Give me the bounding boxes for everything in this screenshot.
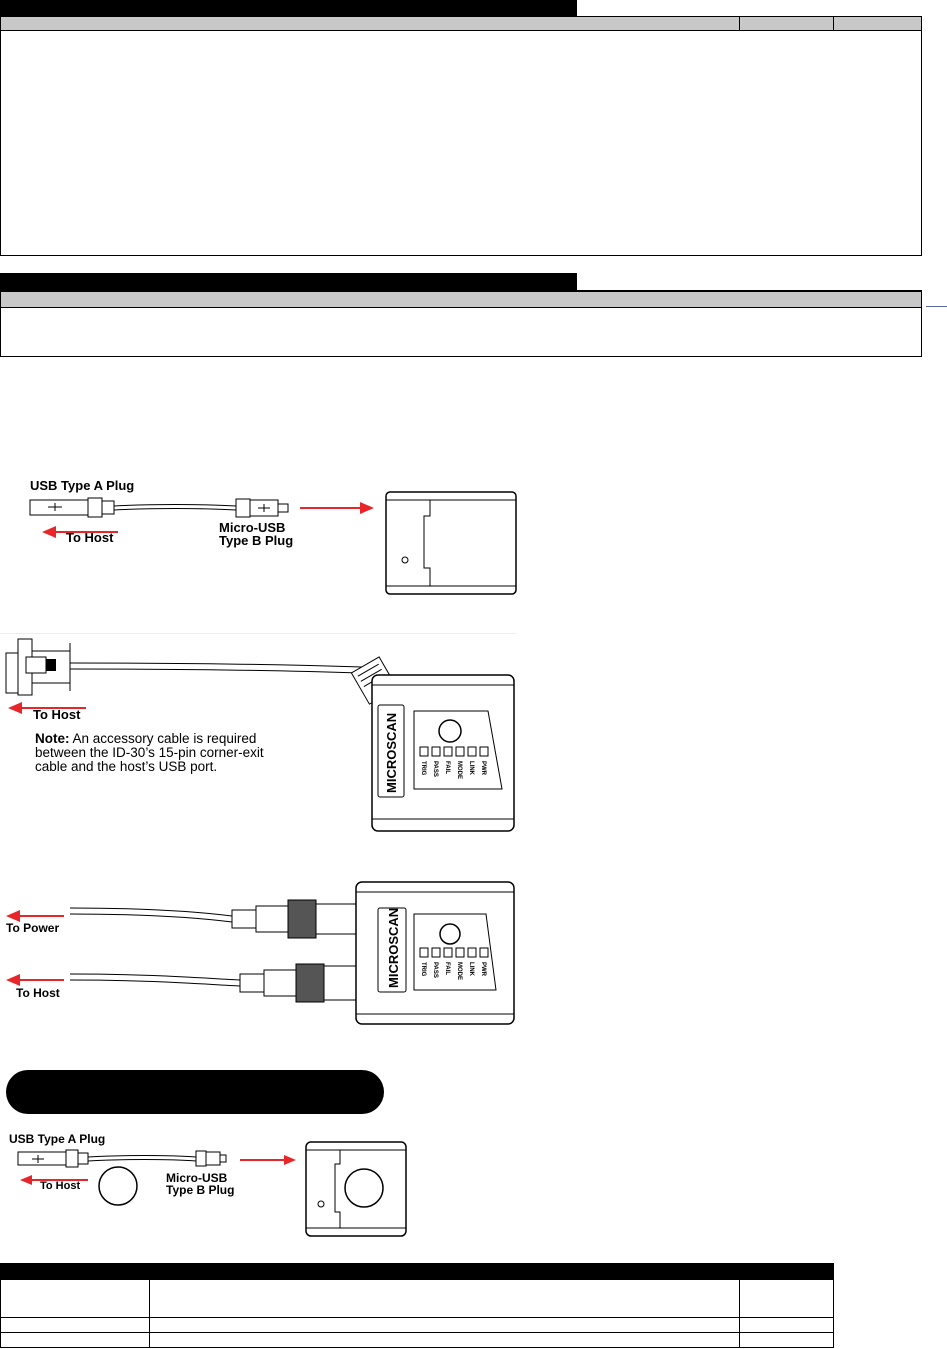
to-host-label: To Host xyxy=(40,1180,81,1192)
brand-logo: MICROSCAN xyxy=(384,712,399,793)
section-header-bar-2 xyxy=(0,273,577,290)
to-power-label: To Power xyxy=(6,921,60,935)
section-header-bar-1 xyxy=(0,0,577,16)
figure-usb-connection xyxy=(0,470,520,600)
led-label-fail: FAIL xyxy=(444,962,450,975)
led-label-mode: MODE xyxy=(456,962,462,980)
led-label-pwr: PWR xyxy=(480,761,486,775)
micro-usb-type-label: Type B Plug xyxy=(166,1183,235,1197)
callout-circle xyxy=(345,1169,383,1207)
usb-type-a-label: USB Type A Plug xyxy=(30,478,135,493)
figure-usb-callouts xyxy=(0,1130,410,1240)
table-2 xyxy=(0,290,922,357)
led-label-link: LINK xyxy=(468,962,474,976)
bottom-table-row-divider xyxy=(1,1317,833,1318)
bottom-table xyxy=(0,1280,834,1348)
led-label-link: LINK xyxy=(468,761,474,775)
to-host-label: To Host xyxy=(66,530,114,545)
led-label-trig: TRIG xyxy=(420,962,426,977)
micro-usb-label: Micro-USB xyxy=(219,520,286,535)
bottom-table-row-divider xyxy=(1,1332,833,1333)
section-pill-heading xyxy=(6,1070,384,1114)
brand-logo: MICROSCAN xyxy=(386,907,401,988)
led-label-mode: MODE xyxy=(456,761,462,779)
led-label-pass: PASS xyxy=(432,962,438,978)
to-host-label: To Host xyxy=(33,707,81,722)
micro-usb-type-label: Type B Plug xyxy=(219,533,294,548)
note-text: An accessory cable is required between the ID-30’s 15-pin corner-exit cable and the host’s USB port. xyxy=(35,731,264,774)
micro-usb-label: Micro-USB xyxy=(166,1171,228,1185)
table-1-column-divider xyxy=(739,17,740,31)
figure-power-host-cables xyxy=(0,878,520,1028)
bottom-table-col-divider xyxy=(149,1280,150,1348)
bottom-table-header-bar xyxy=(0,1263,834,1280)
led-label-fail: FAIL xyxy=(444,761,450,774)
margin-mark xyxy=(926,306,947,307)
accessory-cable-note xyxy=(35,732,285,774)
to-host-label: To Host xyxy=(16,986,60,1000)
bottom-table-col-divider xyxy=(739,1280,740,1348)
table-1 xyxy=(0,16,922,256)
led-label-pass: PASS xyxy=(432,761,438,777)
note-label: Note: xyxy=(35,731,70,746)
table-2-header-row xyxy=(1,292,921,308)
figure-corner-exit-cable xyxy=(0,633,520,833)
table-1-header-row xyxy=(1,17,921,31)
usb-type-a-label: USB Type A Plug xyxy=(9,1132,106,1146)
led-label-pwr: PWR xyxy=(480,962,486,976)
led-label-trig: TRIG xyxy=(420,761,426,776)
power-host-diagram xyxy=(0,878,520,1028)
table-1-column-divider xyxy=(833,17,834,31)
callout-circle xyxy=(99,1167,137,1205)
